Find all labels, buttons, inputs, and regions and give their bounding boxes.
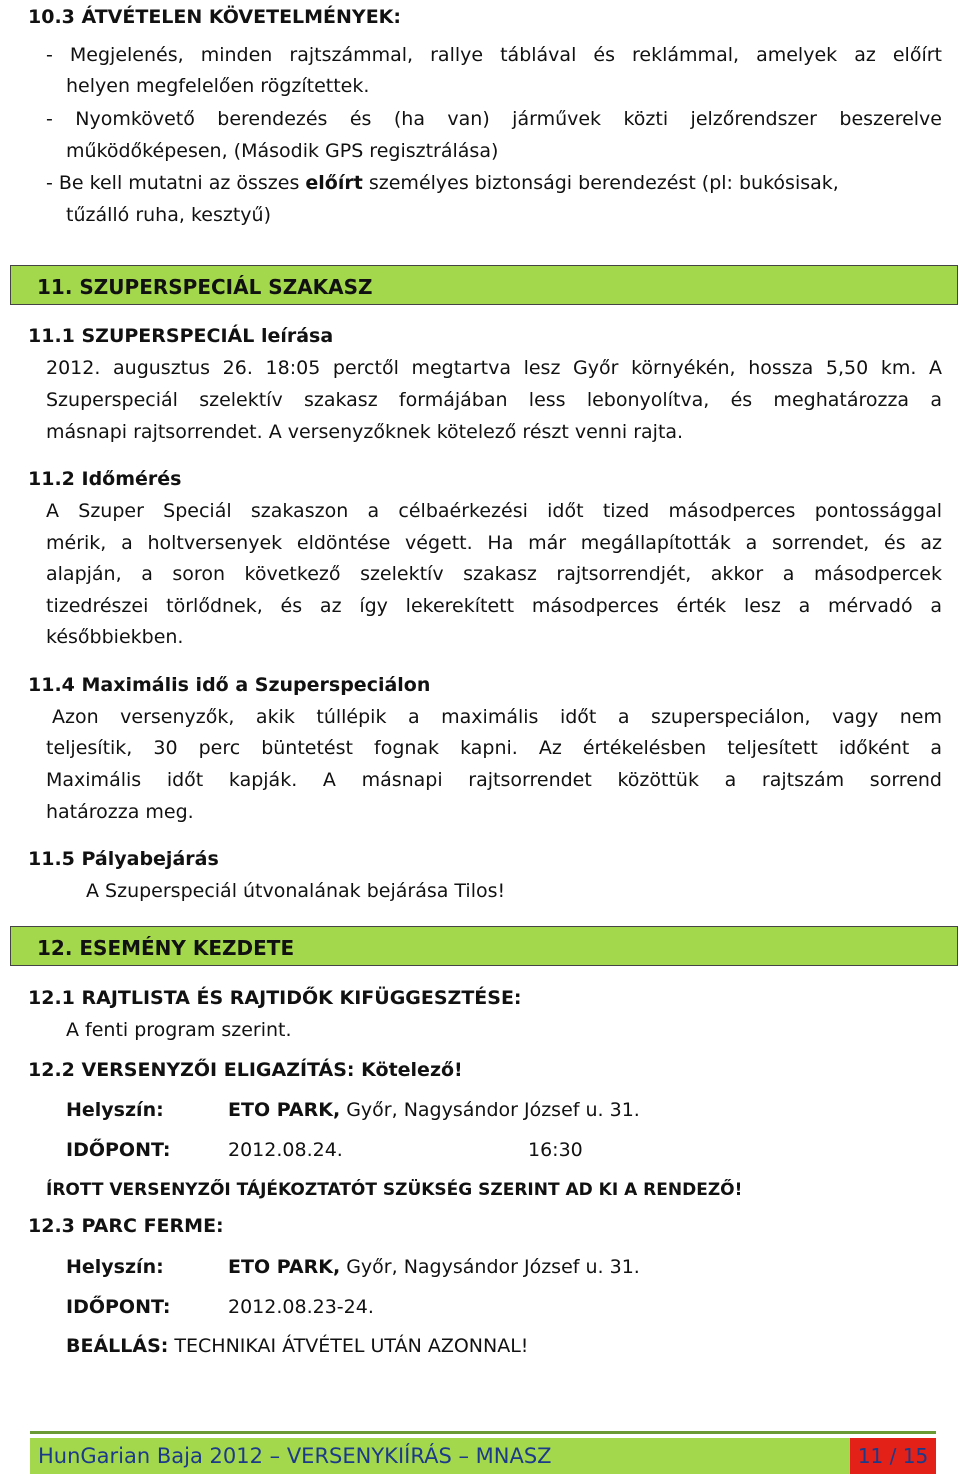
footer-divider <box>30 1431 936 1434</box>
section-11-1-heading: 11.1 SZUPERSPECIÁL leírása <box>28 325 334 347</box>
section-11-4-line-2: teljesítik, 30 perc büntetést fognak kapni. Az értékelésben teljesített időként a <box>46 737 942 759</box>
section-10-3-heading: 10.3 ÁTVÉTELEN KÖVETELMÉNYEK: <box>28 6 401 28</box>
section-12-heading: 12. ESEMÉNY KEZDETE <box>37 936 295 960</box>
section-11-4-heading: 11.4 Maximális idő a Szuperspeciálon <box>28 674 431 696</box>
briefing-address: Győr, Nagysándor József u. 31. <box>340 1099 640 1121</box>
setup-label: BEÁLLÁS: <box>66 1335 169 1357</box>
section-12-3-heading: 12.3 PARC FERME: <box>28 1215 224 1237</box>
section-11-1-line-3: másnapi rajtsorrendet. A versenyzőknek kötelező részt venni rajta. <box>46 421 684 443</box>
section-11-4-line-4: határozza meg. <box>46 801 194 823</box>
parc-ferme-place <box>228 1256 640 1278</box>
section-11-2-heading: 11.2 Időmérés <box>28 468 182 490</box>
parc-ferme-date: 2012.08.23-24. <box>228 1296 374 1318</box>
footer-title: HunGarian Baja 2012 – VERSENYKIÍRÁS – MNASZ <box>38 1444 552 1468</box>
footer <box>30 1438 936 1474</box>
section-11-2-line-1: A Szuper Speciál szakaszon a célbaérkezési időt tized másodperces pontossággal <box>46 500 942 522</box>
requirement-3-text: - Be kell mutatni az összes <box>46 172 306 194</box>
section-11-4-line-1: Azon versenyzők, akik túllépik a maximális időt a szuperspeciálon, vagy nem <box>52 706 942 728</box>
briefing-time-label: IDŐPONT: <box>66 1139 171 1161</box>
briefing-venue: ETO PARK, <box>228 1099 341 1121</box>
section-12-1-heading: 12.1 RAJTLISTA ÉS RAJTIDŐK KIFÜGGESZTÉSE: <box>28 987 522 1009</box>
section-11-5-heading: 11.5 Pályabejárás <box>28 848 219 870</box>
requirement-3-bold: előírt <box>305 172 363 194</box>
section-12-1-text: A fenti program szerint. <box>66 1019 292 1041</box>
parc-ferme-venue: ETO PARK, <box>228 1256 341 1278</box>
section-11-1-line-1: 2012. augusztus 26. 18:05 perctől megtartva lesz Győr környékén, hossza 5,50 km. A <box>46 357 942 379</box>
requirement-1-line-1: - Megjelenés, minden rajtszámmal, rallye táblával és reklámmal, amelyek az előírt <box>46 44 942 66</box>
requirement-2-line-2: működőképesen, (Második GPS regisztrálása) <box>66 140 499 162</box>
page-number: 11 / 15 <box>850 1438 936 1474</box>
setup-text: TECHNIKAI ÁTVÉTEL UTÁN AZONNAL! <box>168 1335 529 1357</box>
section-11-1-line-2: Szuperspeciál szelektív szakasz formájában less lebonyolítva, és meghatározza a <box>46 389 942 411</box>
briefing-place <box>228 1099 640 1121</box>
requirement-3-text-end: személyes biztonsági berendezést (pl: bukósisak, <box>362 172 839 194</box>
briefing-hour: 16:30 <box>528 1139 583 1161</box>
section-11-2-line-4: tizedrészei törlődnek, és az így lekerekített másodperces érték lesz a mérvadó a <box>46 595 942 617</box>
requirement-2-line-1: - Nyomkövető berendezés és (ha van) járművek közti jelzőrendszer beszerelve <box>46 108 942 130</box>
requirement-1-line-2: helyen megfelelően rögzítettek. <box>66 75 370 97</box>
briefing-place-label: Helyszín: <box>66 1099 164 1121</box>
briefing-date: 2012.08.24. <box>228 1139 343 1161</box>
section-11-2-line-5: későbbiekben. <box>46 626 184 648</box>
section-11-5-text: A Szuperspeciál útvonalának bejárása Tilos! <box>86 880 506 902</box>
parc-ferme-setup <box>66 1335 528 1357</box>
parc-ferme-address: Győr, Nagysándor József u. 31. <box>340 1256 640 1278</box>
requirement-3-line-1 <box>46 172 942 194</box>
section-11-4-line-3: Maximális időt kapják. A másnapi rajtsorrendet közöttük a rajtszám sorrend <box>46 769 942 791</box>
section-12-bar <box>10 926 958 966</box>
section-12-2-heading: 12.2 VERSENYZŐI ELIGAZÍTÁS: Kötelező! <box>28 1059 463 1081</box>
parc-ferme-place-label: Helyszín: <box>66 1256 164 1278</box>
section-11-2-line-3: alapján, a soron következő szelektív szakasz rajtsorrendjét, akkor a másodpercek <box>46 563 942 585</box>
requirement-3-line-2: tűzálló ruha, kesztyű) <box>66 204 271 226</box>
parc-ferme-time-label: IDŐPONT: <box>66 1296 171 1318</box>
section-11-bar <box>10 265 958 305</box>
section-11-2-line-2: mérik, a holtversenyek eldöntése végett. Ha már megállapították a sorrendet, és az <box>46 532 942 554</box>
section-11-heading: 11. SZUPERSPECIÁL SZAKASZ <box>37 275 373 299</box>
briefing-note: ÍROTT VERSENYZŐI TÁJÉKOZTATÓT SZÜKSÉG SZERINT AD KI A RENDEZŐ! <box>46 1180 743 1200</box>
